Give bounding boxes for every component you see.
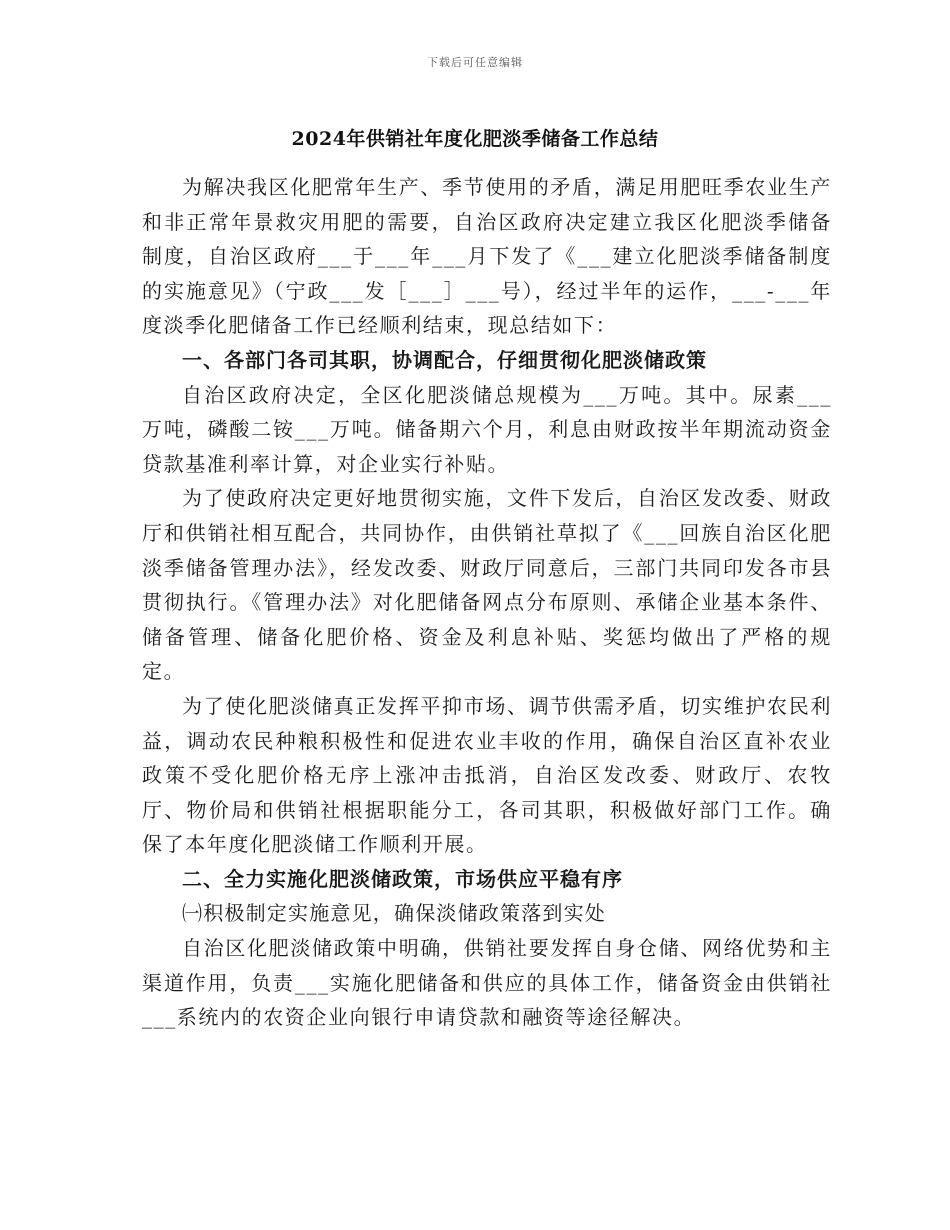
section-heading-1: 一、各部门各司其职，协调配合，仔细贯彻化肥淡储政策 <box>182 347 707 372</box>
subsection-heading-1: ㈠积极制定实施意见，确保淡储政策落到实处 <box>182 901 606 926</box>
document-body <box>142 170 832 1035</box>
header-note: 下载后可任意编辑 <box>427 56 523 69</box>
paragraph-scale: 自治区政府决定，全区化肥淡储总规模为___万吨。其中。尿素___万吨，磷酸二铵___万吨。储备期六个月，利息由财政按半年期流动资金贷款基准利率计算，对企业实行补贴。 <box>142 382 832 476</box>
paragraph-coordination: 为了使政府决定更好地贯彻实施，文件下发后，自治区发改委、财政厅和供销社相互配合，共同协作，由供销社草拟了《___回族自治区化肥淡季储备管理办法》，经发改委、财政厅同意后，三部门共同印发各市县贯彻执行。《管理办法》对化肥储备网点分布原则、承储企业基本条件、储备管理、储备化肥价格、资金及利息补贴、奖惩均做出了严格的规定。 <box>142 486 832 684</box>
paragraph-implementation: 自治区化肥淡储政策中明确，供销社要发挥自身仓储、网络优势和主渠道作用，负责___实施化肥储备和供应的具体工作，储备资金由供销社___系统内的农资企业向银行申请贷款和融资等途径解决。 <box>142 936 832 1030</box>
document-title: 2024年供销社年度化肥淡季储备工作总结 <box>291 128 659 150</box>
paragraph-purpose: 为了使化肥淡储真正发挥平抑市场、调节供需矛盾，切实维护农民利益，调动农民种粮积极性和促进农业丰收的作用，确保自治区直补农业政策不受化肥价格无序上涨冲击抵消，自治区发改委、财政厅、农牧厅、物价局和供销社根据职能分工，各司其职，积极做好部门工作。确保了本年度化肥淡储工作顺利开展。 <box>142 693 832 857</box>
section-heading-2: 二、全力实施化肥淡储政策，市场供应平稳有序 <box>182 866 623 891</box>
paragraph-intro: 为解决我区化肥常年生产、季节使用的矛盾，满足用肥旺季农业生产和非正常年景救灾用肥的需要，自治区政府决定建立我区化肥淡季储备制度，自治区政府___于___年___月下发了《___建立化肥淡季储备制度的实施意见》（宁政___发［___］___号），经过半年的运作，___-___年度淡季化肥储备工作已经顺利结束，现总结如下： <box>142 175 832 338</box>
